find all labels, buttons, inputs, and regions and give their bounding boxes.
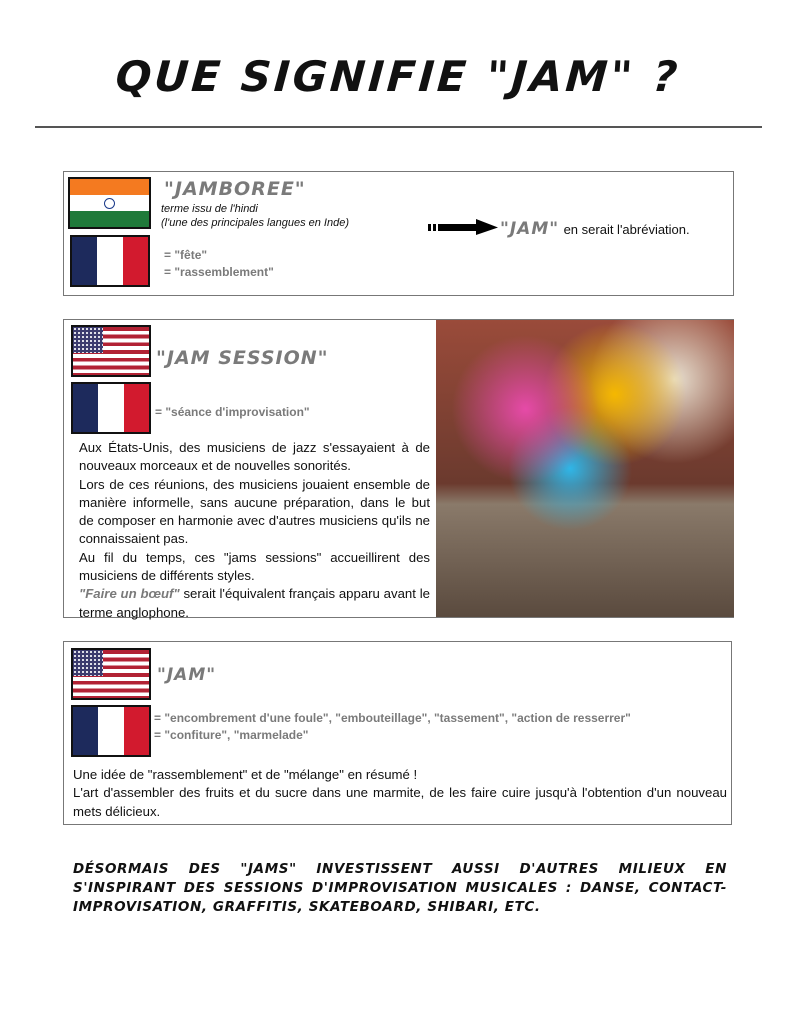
jam-meaning-2: = "confiture", "marmelade" bbox=[154, 728, 309, 742]
paragraph: Lors de ces réunions, des musiciens jouaient ensemble de manière informelle, sans aucune préparation, dans le but de composer en harmonie avec d'autres musiciens qu'ils ne connaissaient pas. bbox=[79, 476, 430, 547]
usa-flag-icon bbox=[71, 325, 151, 377]
jam-word: "JAM" bbox=[500, 219, 560, 239]
jam-session-word: "JAM SESSION" bbox=[156, 347, 329, 369]
meaning-rassemblement: = "rassemblement" bbox=[164, 265, 274, 279]
jam-meaning-1: = "encombrement d'une foule", "embouteillage", "tassement", "action de resserrer" bbox=[154, 711, 631, 725]
jam-session-meaning: = "séance d'improvisation" bbox=[155, 405, 310, 419]
footer-text: DÉSORMAIS DES "JAMS" INVESTISSENT AUSSI D'AUTRES MILIEUX EN S'INSPIRANT DES SESSIONS D'IMPROVISATION MUSICALES : DANSE, CONTACT-IMPROVISATION, GRAFFITIS, SKATEBOARD, SHIBARI, ETC. bbox=[73, 861, 727, 915]
page-title: QUE SIGNIFIE "JAM" ? bbox=[114, 52, 682, 101]
paragraph bbox=[79, 585, 430, 622]
paragraph: Une idée de "rassemblement" et de "mélange" en résumé ! bbox=[73, 767, 418, 782]
paragraph: L'art d'assembler des fruits et du sucre dans une marmite, de les faire cuire jusqu'à l'obtention d'un nouveau mets délicieux. bbox=[73, 785, 727, 819]
origin-line-1: terme issu de l'hindi bbox=[161, 203, 258, 215]
jam-word: "JAM" bbox=[157, 665, 217, 685]
france-flag-icon bbox=[70, 235, 150, 287]
paragraph: Aux États-Unis, des musiciens de jazz s'essayaient à de nouveaux morceaux et de nouvelles sonorités. bbox=[79, 440, 430, 474]
jam-section bbox=[63, 641, 732, 825]
abbreviation-text: en serait l'abréviation. bbox=[563, 222, 690, 237]
divider bbox=[35, 126, 762, 128]
france-flag-icon bbox=[71, 705, 151, 757]
jam-description bbox=[73, 766, 727, 821]
meaning-fete: = "fête" bbox=[164, 248, 208, 262]
india-flag-icon bbox=[68, 177, 151, 229]
jamboree-section bbox=[63, 171, 734, 296]
jam-session-illustration bbox=[436, 320, 734, 617]
jam-session-section bbox=[63, 319, 734, 618]
faire-un-boeuf: "Faire un bœuf" bbox=[79, 586, 180, 602]
jamboree-word: "JAMBOREE" bbox=[164, 178, 306, 200]
usa-flag-icon bbox=[71, 648, 151, 700]
paragraph: Au fil du temps, ces "jams sessions" accueillirent des musiciens de différents styles. bbox=[79, 549, 430, 584]
arrow-icon bbox=[428, 219, 498, 235]
jam-session-description bbox=[79, 439, 430, 622]
origin-line-2: (l'une des principales langues en Inde) bbox=[161, 217, 349, 229]
paragraph-text: serait l'équivalent français apparu avant le terme anglophone. bbox=[79, 586, 430, 620]
france-flag-icon bbox=[71, 382, 151, 434]
